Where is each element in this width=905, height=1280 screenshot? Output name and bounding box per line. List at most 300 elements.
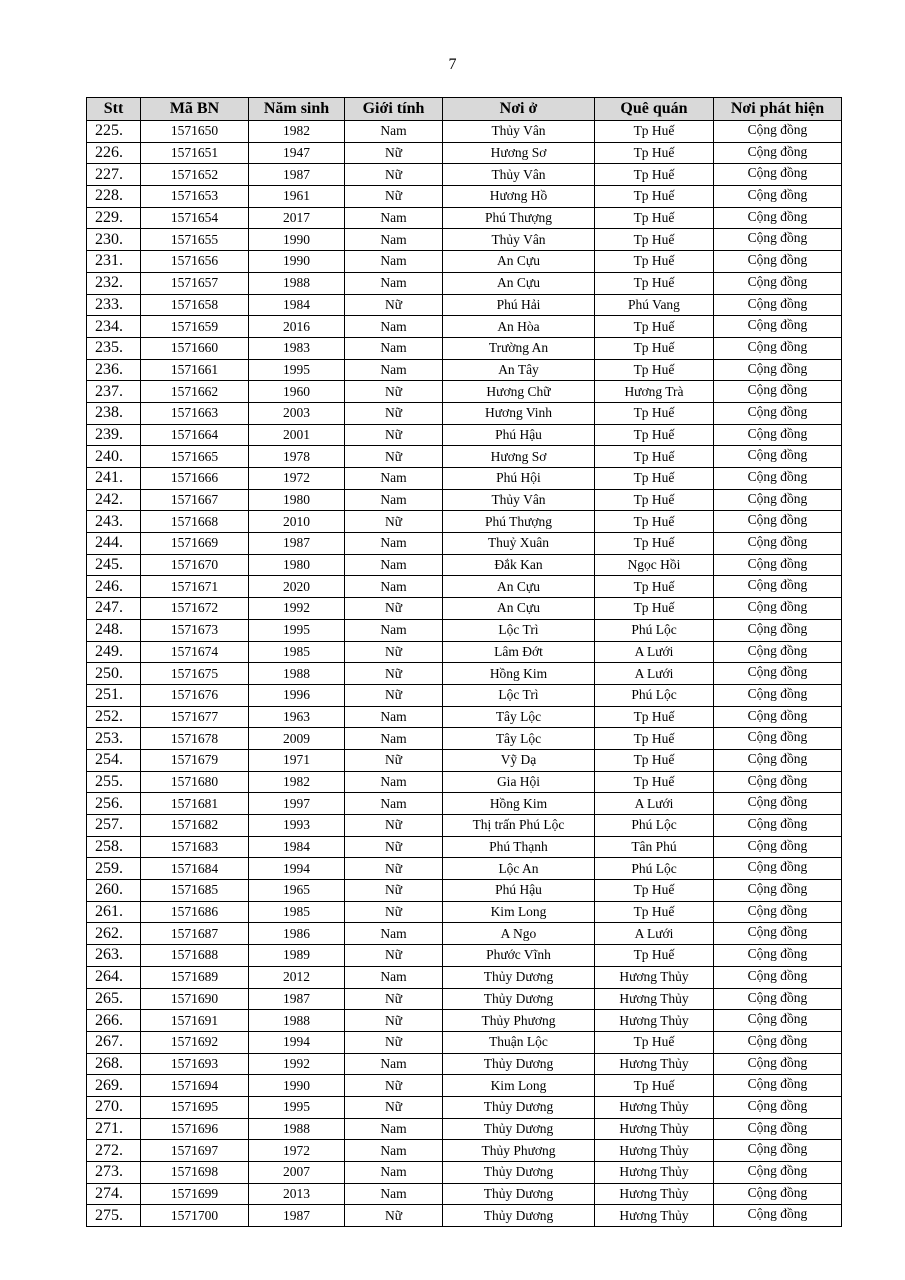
cell-ma-bn: 1571688 bbox=[141, 945, 249, 967]
cell-noi-o: Đắk Kan bbox=[443, 554, 595, 576]
cell-noi-o: Hương Sơ bbox=[443, 142, 595, 164]
cell-stt: 274. bbox=[87, 1183, 141, 1205]
cell-ma-bn: 1571652 bbox=[141, 164, 249, 186]
cell-gioi-tinh: Nam bbox=[345, 728, 443, 750]
cell-noi-o: Thị trấn Phú Lộc bbox=[443, 815, 595, 837]
cell-gioi-tinh: Nữ bbox=[345, 684, 443, 706]
cell-stt: 240. bbox=[87, 446, 141, 468]
cell-gioi-tinh: Nữ bbox=[345, 164, 443, 186]
column-header-gioi-tinh: Giới tính bbox=[345, 98, 443, 121]
cell-ma-bn: 1571674 bbox=[141, 641, 249, 663]
cell-que-quan: Tp Huế bbox=[595, 533, 714, 555]
table-row bbox=[87, 1031, 842, 1053]
cell-noi-phat-hien: Cộng đồng bbox=[714, 1183, 842, 1205]
table-row bbox=[87, 1140, 842, 1162]
cell-stt: 267. bbox=[87, 1031, 141, 1053]
cell-que-quan: Phú Lộc bbox=[595, 815, 714, 837]
cell-noi-o: Kim Long bbox=[443, 1075, 595, 1097]
cell-noi-phat-hien: Cộng đồng bbox=[714, 1053, 842, 1075]
table-row bbox=[87, 294, 842, 316]
cell-noi-phat-hien: Cộng đồng bbox=[714, 880, 842, 902]
cell-stt: 242. bbox=[87, 489, 141, 511]
cell-nam-sinh: 1963 bbox=[249, 706, 345, 728]
cell-noi-o: Hương Chữ bbox=[443, 381, 595, 403]
cell-que-quan: Tp Huế bbox=[595, 121, 714, 143]
cell-noi-phat-hien: Cộng đồng bbox=[714, 836, 842, 858]
cell-ma-bn: 1571694 bbox=[141, 1075, 249, 1097]
cell-que-quan: Tp Huế bbox=[595, 576, 714, 598]
cell-nam-sinh: 2016 bbox=[249, 316, 345, 338]
cell-stt: 265. bbox=[87, 988, 141, 1010]
cell-noi-phat-hien: Cộng đồng bbox=[714, 554, 842, 576]
cell-gioi-tinh: Nữ bbox=[345, 1096, 443, 1118]
cell-noi-o: Thủy Dương bbox=[443, 966, 595, 988]
cell-ma-bn: 1571653 bbox=[141, 186, 249, 208]
cell-nam-sinh: 1992 bbox=[249, 1053, 345, 1075]
cell-gioi-tinh: Nữ bbox=[345, 294, 443, 316]
cell-noi-phat-hien: Cộng đồng bbox=[714, 706, 842, 728]
cell-que-quan: Tp Huế bbox=[595, 402, 714, 424]
cell-gioi-tinh: Nữ bbox=[345, 381, 443, 403]
cell-noi-phat-hien: Cộng đồng bbox=[714, 619, 842, 641]
cell-nam-sinh: 1990 bbox=[249, 229, 345, 251]
cell-noi-phat-hien: Cộng đồng bbox=[714, 663, 842, 685]
cell-nam-sinh: 1989 bbox=[249, 945, 345, 967]
cell-que-quan: Phú Lộc bbox=[595, 684, 714, 706]
cell-noi-phat-hien: Cộng đồng bbox=[714, 1075, 842, 1097]
cell-gioi-tinh: Nữ bbox=[345, 901, 443, 923]
cell-nam-sinh: 2013 bbox=[249, 1183, 345, 1205]
cell-que-quan: Tp Huế bbox=[595, 489, 714, 511]
table-row bbox=[87, 142, 842, 164]
cell-gioi-tinh: Nam bbox=[345, 359, 443, 381]
cell-ma-bn: 1571679 bbox=[141, 749, 249, 771]
cell-ma-bn: 1571683 bbox=[141, 836, 249, 858]
cell-noi-o: Hương Vinh bbox=[443, 402, 595, 424]
cell-que-quan: Tp Huế bbox=[595, 359, 714, 381]
table-row bbox=[87, 706, 842, 728]
cell-ma-bn: 1571698 bbox=[141, 1162, 249, 1184]
table-row bbox=[87, 446, 842, 468]
cell-gioi-tinh: Nữ bbox=[345, 1075, 443, 1097]
cell-stt: 250. bbox=[87, 663, 141, 685]
table-row bbox=[87, 272, 842, 294]
cell-noi-phat-hien: Cộng đồng bbox=[714, 381, 842, 403]
cell-ma-bn: 1571671 bbox=[141, 576, 249, 598]
cell-nam-sinh: 1987 bbox=[249, 164, 345, 186]
cell-noi-o: An Cựu bbox=[443, 598, 595, 620]
cell-que-quan: Tp Huế bbox=[595, 880, 714, 902]
cell-noi-o: Thủy Dương bbox=[443, 1162, 595, 1184]
cell-gioi-tinh: Nam bbox=[345, 272, 443, 294]
cell-noi-phat-hien: Cộng đồng bbox=[714, 1031, 842, 1053]
cell-stt: 235. bbox=[87, 337, 141, 359]
cell-gioi-tinh: Nữ bbox=[345, 446, 443, 468]
cell-ma-bn: 1571675 bbox=[141, 663, 249, 685]
cell-stt: 249. bbox=[87, 641, 141, 663]
table-row bbox=[87, 207, 842, 229]
cell-gioi-tinh: Nữ bbox=[345, 880, 443, 902]
cell-gioi-tinh: Nam bbox=[345, 966, 443, 988]
table-row bbox=[87, 424, 842, 446]
cell-noi-o: Thủy Phương bbox=[443, 1140, 595, 1162]
cell-noi-o: Lâm Đớt bbox=[443, 641, 595, 663]
cell-stt: 263. bbox=[87, 945, 141, 967]
table-row bbox=[87, 1205, 842, 1227]
cell-stt: 257. bbox=[87, 815, 141, 837]
cell-que-quan: Tp Huế bbox=[595, 251, 714, 273]
cell-noi-o: Thủy Vân bbox=[443, 229, 595, 251]
cell-que-quan: Hương Thủy bbox=[595, 1053, 714, 1075]
column-header-que-quan: Quê quán bbox=[595, 98, 714, 121]
cell-que-quan: Tp Huế bbox=[595, 511, 714, 533]
cell-noi-o: Thủy Vân bbox=[443, 489, 595, 511]
table-row bbox=[87, 771, 842, 793]
cell-nam-sinh: 1995 bbox=[249, 619, 345, 641]
cell-que-quan: Tp Huế bbox=[595, 207, 714, 229]
cell-stt: 255. bbox=[87, 771, 141, 793]
cell-nam-sinh: 1984 bbox=[249, 836, 345, 858]
cell-ma-bn: 1571665 bbox=[141, 446, 249, 468]
cell-que-quan: Tân Phú bbox=[595, 836, 714, 858]
table-row bbox=[87, 988, 842, 1010]
cell-que-quan: Tp Huế bbox=[595, 468, 714, 490]
cell-ma-bn: 1571689 bbox=[141, 966, 249, 988]
table-row bbox=[87, 880, 842, 902]
cell-nam-sinh: 1987 bbox=[249, 533, 345, 555]
table-row bbox=[87, 1162, 842, 1184]
cell-gioi-tinh: Nữ bbox=[345, 424, 443, 446]
cell-ma-bn: 1571656 bbox=[141, 251, 249, 273]
cell-nam-sinh: 2017 bbox=[249, 207, 345, 229]
cell-ma-bn: 1571687 bbox=[141, 923, 249, 945]
table-row bbox=[87, 337, 842, 359]
cell-noi-o: Phú Hậu bbox=[443, 424, 595, 446]
cell-gioi-tinh: Nam bbox=[345, 533, 443, 555]
cell-noi-phat-hien: Cộng đồng bbox=[714, 142, 842, 164]
cell-noi-phat-hien: Cộng đồng bbox=[714, 576, 842, 598]
cell-noi-o: Hương Hồ bbox=[443, 186, 595, 208]
cell-ma-bn: 1571670 bbox=[141, 554, 249, 576]
cell-stt: 233. bbox=[87, 294, 141, 316]
cell-noi-phat-hien: Cộng đồng bbox=[714, 1010, 842, 1032]
table-row bbox=[87, 836, 842, 858]
cell-noi-phat-hien: Cộng đồng bbox=[714, 641, 842, 663]
cell-stt: 264. bbox=[87, 966, 141, 988]
cell-stt: 244. bbox=[87, 533, 141, 555]
column-header-noi-phat-hien: Nơi phát hiện bbox=[714, 98, 842, 121]
cell-nam-sinh: 1988 bbox=[249, 1010, 345, 1032]
cell-noi-phat-hien: Cộng đồng bbox=[714, 858, 842, 880]
cell-nam-sinh: 1984 bbox=[249, 294, 345, 316]
cell-ma-bn: 1571677 bbox=[141, 706, 249, 728]
cell-noi-o: Phú Hậu bbox=[443, 880, 595, 902]
cell-noi-o: An Cựu bbox=[443, 272, 595, 294]
cell-noi-o: Thủy Dương bbox=[443, 1096, 595, 1118]
cell-gioi-tinh: Nữ bbox=[345, 858, 443, 880]
cell-gioi-tinh: Nam bbox=[345, 229, 443, 251]
table-row bbox=[87, 901, 842, 923]
table-row bbox=[87, 359, 842, 381]
cell-noi-phat-hien: Cộng đồng bbox=[714, 1205, 842, 1227]
cell-noi-o: Lộc Trì bbox=[443, 684, 595, 706]
cell-gioi-tinh: Nữ bbox=[345, 663, 443, 685]
cell-nam-sinh: 2020 bbox=[249, 576, 345, 598]
table-row bbox=[87, 1010, 842, 1032]
cell-gioi-tinh: Nữ bbox=[345, 402, 443, 424]
cell-stt: 270. bbox=[87, 1096, 141, 1118]
cell-nam-sinh: 1985 bbox=[249, 901, 345, 923]
cell-ma-bn: 1571662 bbox=[141, 381, 249, 403]
cell-que-quan: Phú Lộc bbox=[595, 858, 714, 880]
cell-gioi-tinh: Nam bbox=[345, 1162, 443, 1184]
cell-nam-sinh: 1988 bbox=[249, 272, 345, 294]
cell-stt: 229. bbox=[87, 207, 141, 229]
cell-gioi-tinh: Nam bbox=[345, 1118, 443, 1140]
table-row bbox=[87, 749, 842, 771]
cell-ma-bn: 1571685 bbox=[141, 880, 249, 902]
cell-que-quan: Tp Huế bbox=[595, 771, 714, 793]
table-row bbox=[87, 619, 842, 641]
cell-que-quan: Hương Thủy bbox=[595, 1205, 714, 1227]
cell-ma-bn: 1571655 bbox=[141, 229, 249, 251]
cell-gioi-tinh: Nam bbox=[345, 337, 443, 359]
cell-que-quan: Tp Huế bbox=[595, 424, 714, 446]
column-header-nam-sinh: Năm sinh bbox=[249, 98, 345, 121]
cell-stt: 238. bbox=[87, 402, 141, 424]
cell-noi-o: Thủy Vân bbox=[443, 164, 595, 186]
cell-nam-sinh: 1985 bbox=[249, 641, 345, 663]
page-number: 7 bbox=[448, 56, 457, 73]
cell-que-quan: A Lưới bbox=[595, 663, 714, 685]
cell-gioi-tinh: Nam bbox=[345, 619, 443, 641]
cell-que-quan: Tp Huế bbox=[595, 598, 714, 620]
cell-que-quan: Ngọc Hồi bbox=[595, 554, 714, 576]
cell-noi-phat-hien: Cộng đồng bbox=[714, 511, 842, 533]
cell-nam-sinh: 1965 bbox=[249, 880, 345, 902]
cell-ma-bn: 1571651 bbox=[141, 142, 249, 164]
table-row bbox=[87, 316, 842, 338]
cell-ma-bn: 1571691 bbox=[141, 1010, 249, 1032]
cell-ma-bn: 1571666 bbox=[141, 468, 249, 490]
cell-stt: 272. bbox=[87, 1140, 141, 1162]
cell-noi-phat-hien: Cộng đồng bbox=[714, 966, 842, 988]
cell-noi-o: Phú Thượng bbox=[443, 207, 595, 229]
cell-nam-sinh: 1987 bbox=[249, 1205, 345, 1227]
cell-ma-bn: 1571669 bbox=[141, 533, 249, 555]
cell-que-quan: Hương Thủy bbox=[595, 988, 714, 1010]
cell-gioi-tinh: Nữ bbox=[345, 815, 443, 837]
table-header-row bbox=[87, 98, 842, 121]
cell-que-quan: Hương Thủy bbox=[595, 1118, 714, 1140]
cell-gioi-tinh: Nữ bbox=[345, 186, 443, 208]
cell-ma-bn: 1571699 bbox=[141, 1183, 249, 1205]
cell-que-quan: Tp Huế bbox=[595, 1031, 714, 1053]
cell-nam-sinh: 1972 bbox=[249, 468, 345, 490]
cell-noi-o: Hồng Kim bbox=[443, 793, 595, 815]
cell-ma-bn: 1571695 bbox=[141, 1096, 249, 1118]
cell-que-quan: Hương Trà bbox=[595, 381, 714, 403]
cell-ma-bn: 1571682 bbox=[141, 815, 249, 837]
table-row bbox=[87, 684, 842, 706]
cell-que-quan: Tp Huế bbox=[595, 272, 714, 294]
cell-ma-bn: 1571681 bbox=[141, 793, 249, 815]
cell-noi-o: Hương Sơ bbox=[443, 446, 595, 468]
cell-stt: 231. bbox=[87, 251, 141, 273]
cell-noi-phat-hien: Cộng đồng bbox=[714, 121, 842, 143]
cell-noi-o: A Ngo bbox=[443, 923, 595, 945]
cell-nam-sinh: 1988 bbox=[249, 663, 345, 685]
table-row bbox=[87, 381, 842, 403]
cell-stt: 230. bbox=[87, 229, 141, 251]
cell-noi-phat-hien: Cộng đồng bbox=[714, 207, 842, 229]
table-row bbox=[87, 402, 842, 424]
table-row bbox=[87, 489, 842, 511]
table-row bbox=[87, 229, 842, 251]
cell-noi-phat-hien: Cộng đồng bbox=[714, 359, 842, 381]
cell-gioi-tinh: Nam bbox=[345, 251, 443, 273]
cell-que-quan: A Lưới bbox=[595, 923, 714, 945]
cell-ma-bn: 1571672 bbox=[141, 598, 249, 620]
cell-gioi-tinh: Nữ bbox=[345, 1205, 443, 1227]
cell-noi-o: Thủy Phương bbox=[443, 1010, 595, 1032]
cell-gioi-tinh: Nam bbox=[345, 576, 443, 598]
cell-stt: 252. bbox=[87, 706, 141, 728]
cell-stt: 228. bbox=[87, 186, 141, 208]
cell-noi-phat-hien: Cộng đồng bbox=[714, 229, 842, 251]
cell-ma-bn: 1571650 bbox=[141, 121, 249, 143]
cell-noi-o: An Cựu bbox=[443, 576, 595, 598]
cell-ma-bn: 1571668 bbox=[141, 511, 249, 533]
table-row bbox=[87, 186, 842, 208]
cell-gioi-tinh: Nam bbox=[345, 1053, 443, 1075]
cell-stt: 269. bbox=[87, 1075, 141, 1097]
table-row bbox=[87, 1075, 842, 1097]
table-row bbox=[87, 554, 842, 576]
cell-noi-phat-hien: Cộng đồng bbox=[714, 771, 842, 793]
cell-stt: 243. bbox=[87, 511, 141, 533]
patient-table bbox=[86, 97, 842, 1227]
table-row bbox=[87, 598, 842, 620]
cell-stt: 236. bbox=[87, 359, 141, 381]
cell-ma-bn: 1571667 bbox=[141, 489, 249, 511]
cell-noi-phat-hien: Cộng đồng bbox=[714, 294, 842, 316]
table-row bbox=[87, 1096, 842, 1118]
cell-noi-phat-hien: Cộng đồng bbox=[714, 186, 842, 208]
cell-noi-o: Thủy Dương bbox=[443, 988, 595, 1010]
cell-ma-bn: 1571660 bbox=[141, 337, 249, 359]
cell-que-quan: Tp Huế bbox=[595, 316, 714, 338]
table-row bbox=[87, 793, 842, 815]
cell-nam-sinh: 2009 bbox=[249, 728, 345, 750]
table-body bbox=[87, 121, 842, 1227]
cell-noi-phat-hien: Cộng đồng bbox=[714, 316, 842, 338]
cell-stt: 247. bbox=[87, 598, 141, 620]
cell-nam-sinh: 1990 bbox=[249, 1075, 345, 1097]
cell-gioi-tinh: Nam bbox=[345, 1183, 443, 1205]
cell-stt: 226. bbox=[87, 142, 141, 164]
table-row bbox=[87, 121, 842, 143]
cell-gioi-tinh: Nữ bbox=[345, 641, 443, 663]
cell-noi-o: Gia Hội bbox=[443, 771, 595, 793]
cell-nam-sinh: 1971 bbox=[249, 749, 345, 771]
cell-que-quan: Hương Thủy bbox=[595, 1140, 714, 1162]
cell-noi-phat-hien: Cộng đồng bbox=[714, 468, 842, 490]
cell-nam-sinh: 1994 bbox=[249, 858, 345, 880]
cell-stt: 271. bbox=[87, 1118, 141, 1140]
cell-nam-sinh: 1960 bbox=[249, 381, 345, 403]
table-row bbox=[87, 511, 842, 533]
cell-nam-sinh: 1986 bbox=[249, 923, 345, 945]
cell-noi-phat-hien: Cộng đồng bbox=[714, 1118, 842, 1140]
cell-nam-sinh: 1994 bbox=[249, 1031, 345, 1053]
cell-noi-phat-hien: Cộng đồng bbox=[714, 446, 842, 468]
cell-noi-phat-hien: Cộng đồng bbox=[714, 945, 842, 967]
cell-gioi-tinh: Nam bbox=[345, 793, 443, 815]
cell-noi-o: Thuận Lộc bbox=[443, 1031, 595, 1053]
cell-nam-sinh: 1980 bbox=[249, 489, 345, 511]
table-row bbox=[87, 533, 842, 555]
cell-ma-bn: 1571658 bbox=[141, 294, 249, 316]
cell-nam-sinh: 1983 bbox=[249, 337, 345, 359]
cell-stt: 232. bbox=[87, 272, 141, 294]
cell-gioi-tinh: Nữ bbox=[345, 1010, 443, 1032]
cell-noi-phat-hien: Cộng đồng bbox=[714, 533, 842, 555]
table-row bbox=[87, 728, 842, 750]
cell-noi-o: Phú Hội bbox=[443, 468, 595, 490]
column-header-stt: Stt bbox=[87, 98, 141, 121]
cell-noi-o: Thủy Vân bbox=[443, 121, 595, 143]
cell-gioi-tinh: Nam bbox=[345, 316, 443, 338]
cell-stt: 273. bbox=[87, 1162, 141, 1184]
cell-nam-sinh: 1996 bbox=[249, 684, 345, 706]
cell-que-quan: Tp Huế bbox=[595, 186, 714, 208]
cell-noi-o: Kim Long bbox=[443, 901, 595, 923]
cell-noi-phat-hien: Cộng đồng bbox=[714, 684, 842, 706]
cell-que-quan: Tp Huế bbox=[595, 142, 714, 164]
table-row bbox=[87, 1183, 842, 1205]
cell-stt: 256. bbox=[87, 793, 141, 815]
cell-nam-sinh: 1995 bbox=[249, 359, 345, 381]
cell-ma-bn: 1571673 bbox=[141, 619, 249, 641]
table-row bbox=[87, 945, 842, 967]
cell-noi-o: Tây Lộc bbox=[443, 728, 595, 750]
column-header-noi-o: Nơi ở bbox=[443, 98, 595, 121]
cell-gioi-tinh: Nữ bbox=[345, 749, 443, 771]
cell-ma-bn: 1571657 bbox=[141, 272, 249, 294]
cell-que-quan: Tp Huế bbox=[595, 446, 714, 468]
cell-ma-bn: 1571690 bbox=[141, 988, 249, 1010]
cell-noi-phat-hien: Cộng đồng bbox=[714, 815, 842, 837]
cell-que-quan: Hương Thủy bbox=[595, 1096, 714, 1118]
cell-noi-o: Thủy Dương bbox=[443, 1118, 595, 1140]
cell-stt: 251. bbox=[87, 684, 141, 706]
cell-noi-o: An Tây bbox=[443, 359, 595, 381]
cell-que-quan: Tp Huế bbox=[595, 728, 714, 750]
cell-noi-phat-hien: Cộng đồng bbox=[714, 489, 842, 511]
cell-ma-bn: 1571693 bbox=[141, 1053, 249, 1075]
cell-nam-sinh: 1988 bbox=[249, 1118, 345, 1140]
cell-ma-bn: 1571676 bbox=[141, 684, 249, 706]
cell-stt: 253. bbox=[87, 728, 141, 750]
cell-nam-sinh: 1995 bbox=[249, 1096, 345, 1118]
cell-noi-o: Lộc An bbox=[443, 858, 595, 880]
cell-stt: 259. bbox=[87, 858, 141, 880]
cell-stt: 260. bbox=[87, 880, 141, 902]
cell-ma-bn: 1571686 bbox=[141, 901, 249, 923]
cell-nam-sinh: 2007 bbox=[249, 1162, 345, 1184]
cell-noi-o: Tây Lộc bbox=[443, 706, 595, 728]
